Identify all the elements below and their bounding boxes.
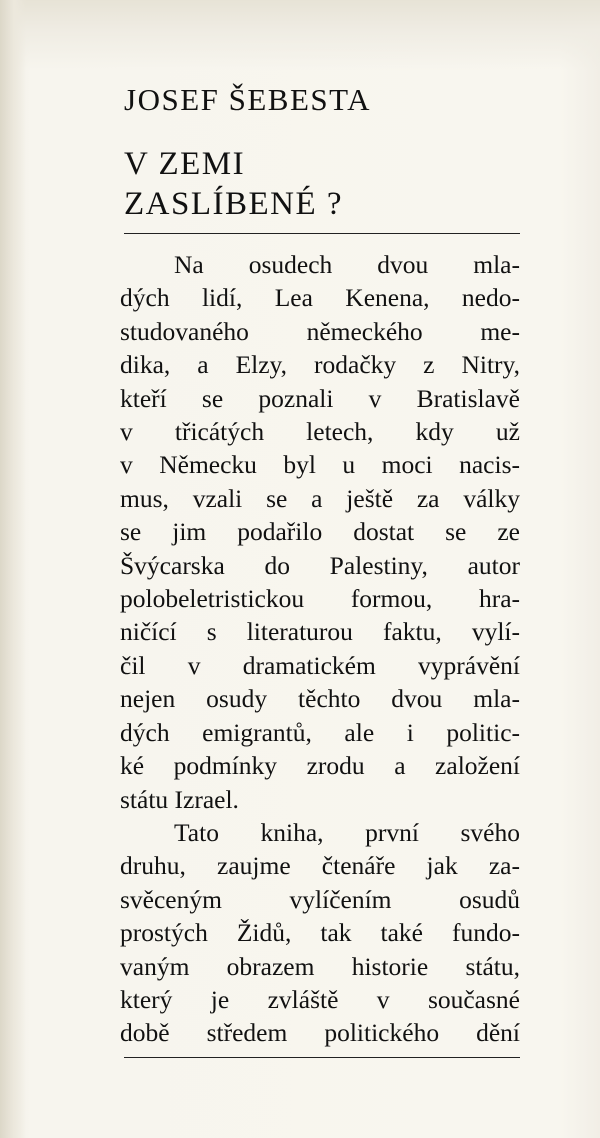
top-divider-rule — [124, 233, 520, 234]
page-top-edge — [0, 0, 600, 70]
paragraph-2-line: který je zvláště v současné — [120, 984, 520, 1014]
paragraph-2-line: druhu, zaujme čtenáře jak za- — [120, 851, 520, 881]
paragraph-1-line: studovaného německého me- — [120, 316, 520, 346]
blurb-text — [120, 248, 520, 1050]
paragraph-1-line: čil v dramatickém vyprávění — [120, 650, 520, 680]
paragraph-1-line: se jim podařilo dostat se ze — [120, 517, 520, 547]
paragraph-1-line: Na osudech dvou mla- — [174, 250, 520, 279]
paragraph-1-line: ničící s literaturou faktu, vylí- — [120, 617, 520, 647]
paragraph-2-line: Tato kniha, první svého — [174, 817, 520, 847]
paragraph-2-line: prostých Židů, tak také fundo- — [120, 918, 520, 948]
page-fold-shadow — [0, 0, 26, 1138]
title-line-2: ZASLÍBENÉ ? — [124, 186, 344, 222]
title-line-1: V ZEMI — [124, 146, 246, 182]
paragraph-1-line: ké podmínky zrodu a založení — [120, 751, 520, 781]
bottom-divider-rule — [124, 1057, 520, 1058]
paragraph-2-line: vaným obrazem historie státu, — [120, 951, 520, 981]
paragraph-1-line: polobeletristickou formou, hra- — [120, 584, 520, 614]
paragraph-1-line: Švýcarska do Palestiny, autor — [120, 550, 520, 580]
paragraph-1-line: nejen osudy těchto dvou mla- — [120, 684, 520, 714]
paragraph-1-line: v Německu byl u moci nacis- — [120, 450, 520, 480]
book-title — [124, 144, 343, 224]
paragraph-1-line: v třicátých letech, kdy už — [120, 417, 520, 447]
paragraph-2-line: svěceným vylíčením osudů — [120, 884, 520, 914]
paragraph-1-line: dých lidí, Lea Kenena, nedo- — [120, 283, 520, 313]
paragraph-1-line: mus, vzali se a ještě za války — [120, 483, 520, 513]
author-name: JOSEF ŠEBESTA — [124, 82, 371, 117]
paragraph-1-line: kteří se poznali v Bratislavě — [120, 383, 520, 413]
paragraph-2-line: době středem politického dění — [120, 1018, 520, 1048]
paragraph-1-line: dika, a Elzy, rodačky z Nitry, — [120, 350, 520, 380]
paragraph-1-line: dých emigrantů, ale i politic- — [120, 717, 520, 747]
paragraph-1-line: státu Izrael. — [120, 784, 239, 814]
